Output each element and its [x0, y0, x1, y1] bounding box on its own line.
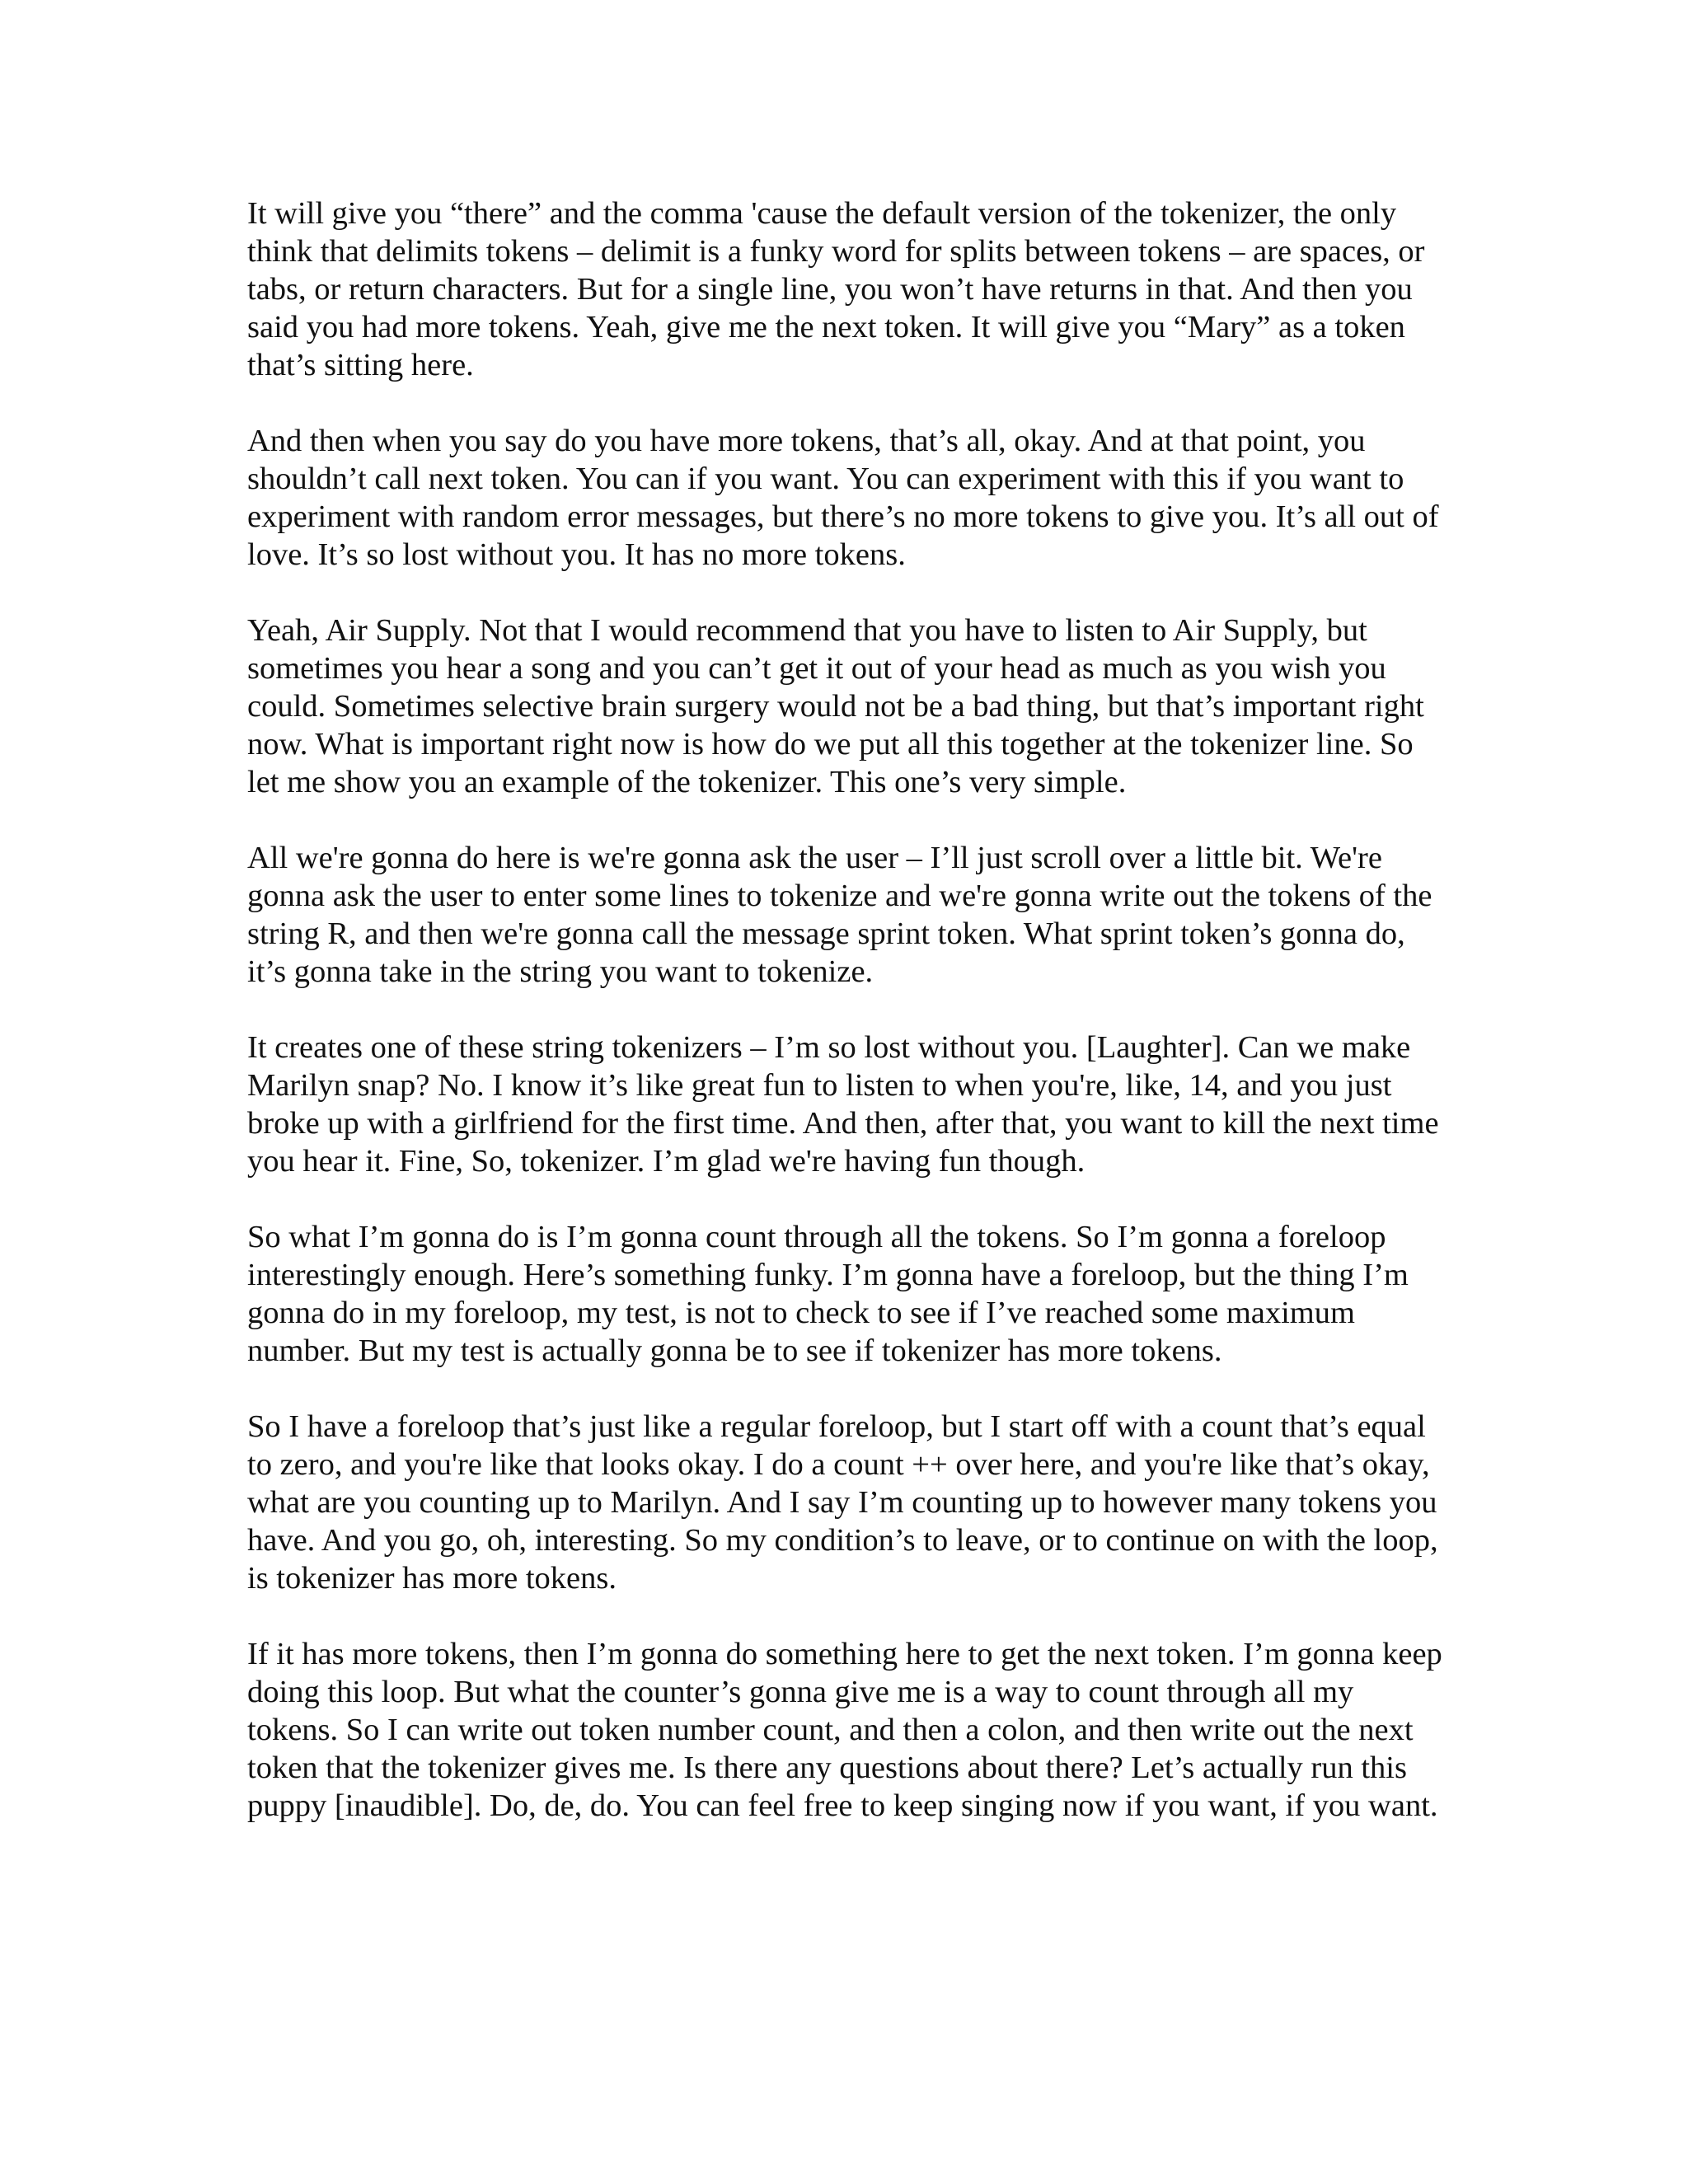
paragraph-8: If it has more tokens, then I’m gonna do something here to get the next token. I’m gonna keep doing this loop. But what the counter’s gonna give me is a way to count through all my tokens. So I can write out token number count, and then a colon, and then write out the next token that the tokenizer gives me. Is there any questions about there? Let’s actually run this puppy [inaudible]. Do, de, do. You can feel free to keep singing now if you want, if you want. [247, 1637, 1442, 1823]
paragraph-1: It will give you “there” and the comma 'cause the default version of the tokenizer, the only think that delimits tokens – delimit is a funky word for splits between tokens – are spaces, or tabs, or return characters. But for a single line, you won’t have returns in that. And then you said you had more tokens. Yeah, give me the next token. It will give you “Mary” as a token that’s sitting here. [247, 196, 1425, 382]
paragraph-6: So what I’m gonna do is I’m gonna count through all the tokens. So I’m gonna a foreloop interestingly enough. Here’s something funky. I’m gonna have a foreloop, but the thing I’m gonna do in my foreloop, my test, is not to check to see if I’ve reached some maximum number. But my test is actually gonna be to see if tokenizer has more tokens. [247, 1220, 1409, 1368]
paragraph-4: All we're gonna do here is we're gonna ask the user – I’ll just scroll over a little bit. We're gonna ask the user to enter some lines to tokenize and we're gonna write out the tokens of the string R, and then we're gonna call the message sprint token. What sprint token’s gonna do, it’s gonna take in the string you want to tokenize. [247, 841, 1432, 989]
transcript-body [247, 194, 1442, 1863]
paragraph-2: And then when you say do you have more tokens, that’s all, okay. And at that point, you shouldn’t call next token. You can if you want. You can experiment with this if you want to experiment with random error messages, but there’s no more tokens to give you. It’s all out of love. It’s so lost without you. It has no more tokens. [247, 424, 1439, 572]
paragraph-3: Yeah, Air Supply. Not that I would recommend that you have to listen to Air Supply, but sometimes you hear a song and you can’t get it out of your head as much as you wish you could. Sometimes selective brain surgery would not be a bad thing, but that’s important right now. What is important right now is how do we put all this together at the tokenizer line. So let me show you an example of the tokenizer. This one’s very simple. [247, 613, 1424, 799]
paragraph-7: So I have a foreloop that’s just like a regular foreloop, but I start off with a count that’s equal to zero, and you're like that looks okay. I do a count ++ over here, and you're like that’s okay, what are you counting up to Marilyn. And I say I’m counting up to however many tokens you have. And you go, oh, interesting. So my condition’s to leave, or to continue on with the loop, is tokenizer has more tokens. [247, 1409, 1438, 1596]
paragraph-5: It creates one of these string tokenizers – I’m so lost without you. [Laughter]. Can we make Marilyn snap? No. I know it’s like great fun to listen to when you're, like, 14, and you just broke up with a girlfriend for the first time. And then, after that, you want to kill the next time you hear it. Fine, So, tokenizer. I’m glad we're having fun though. [247, 1030, 1439, 1179]
